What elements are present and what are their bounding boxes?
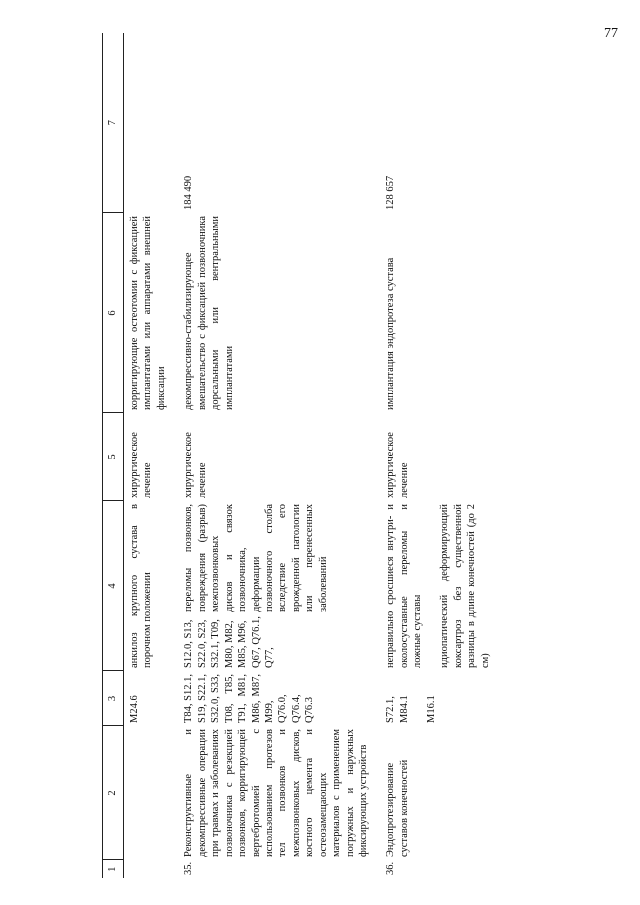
page-number: 77 [604,26,618,41]
column-header: 6 [103,213,124,413]
row-number: 36. [385,861,397,875]
column-header: 2 [103,726,124,860]
column-header: 1 [103,860,124,878]
procedure-name: Реконструктивные и декомпрессивные операции при травмах и заболеваниях позвоночника с резекцией позвонков, корригирующей вертебротомией с использованием протезов тел позвонков и межпозвонковых дисков, костного цемента и остеозамещающих материалов с применением погружных и наружных фиксирующих устройств [183,729,369,857]
column-header: 7 [103,33,124,213]
treatment-method: имплантация эндопротеза сустава [385,257,397,410]
patient-model [178,501,380,671]
cost-value [124,33,179,213]
cost-value: 128 657 [385,175,397,210]
patient-model-codes: S12.0, S13, S22.0, S23, S32.1, T09, M80, M82, M85, M96, Q67, Q76.1, Q77, [183,616,275,668]
column-header: 3 [103,671,124,726]
patient-model: неправильно сросшиеся внутри- и околосуставные переломы и ложные суставы идиопатический деформирующий коксартроз без существенной разницы в длине конечностей (до 2 см) [385,504,491,668]
cost-value: 184 490 [183,175,195,210]
procedure-name: Эндопротезирование суставов конечностей [385,759,410,857]
row-number: 35. [183,861,195,875]
patient-model: анкилоз крупного сустава в порочном положении [129,504,154,668]
patient-model-text: переломы позвонков, повреждения (разрыв) межпозвонковых дисков и связок позвоночника, деформации позвоночного столба вследствие его врожденной патологии или перенесенных заболеваний [183,504,329,612]
treatment-type: хирургическое лечение [183,432,208,498]
treatment-type: хирургическое лечение [129,432,154,498]
column-header: 4 [103,501,124,671]
table-row [124,33,179,878]
procedures-table [102,33,502,878]
table-row [380,33,502,878]
procedure-name [124,726,179,860]
column-header: 5 [103,413,124,501]
row-number [124,860,179,878]
icd-codes: S72.1, M84.1 M16.1 [385,695,437,723]
treatment-type: хирургическое лечение [385,432,410,498]
treatment-method: декомпрессивно-стабилизирующее вмешательство с фиксацией позвоночника дорсальными или вентральными имплантатами [183,216,235,410]
treatment-method: корригирующие остеотомии с фиксацией имплантатами или аппаратами внешней фиксации [129,216,167,410]
column-number-row [103,33,124,878]
table-row [178,33,380,878]
icd-codes: T84, S12.1, S19, S22.1, S32.0, S33, T08, T85, T91, M81, M86, M87, M99, Q76.0, Q76.4, Q76.3 [183,673,316,723]
icd-codes: M24.6 [129,695,140,723]
rotated-page-content [102,33,592,878]
